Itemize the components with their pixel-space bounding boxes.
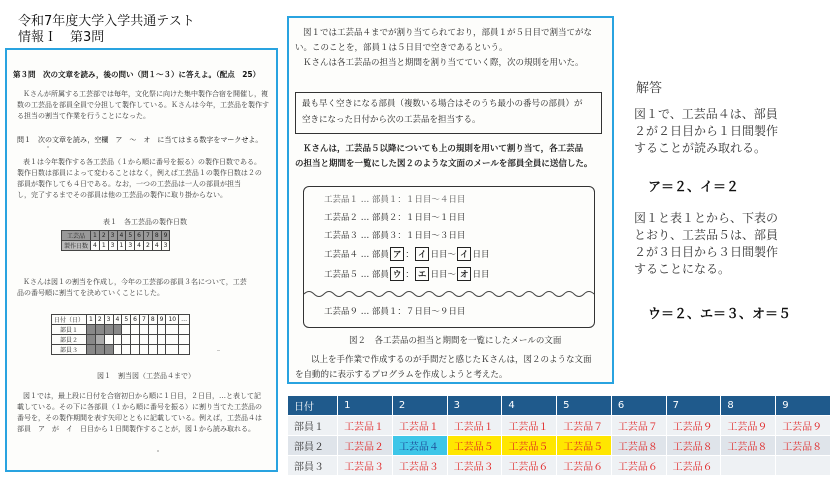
body-line: 図１では工芸品４までが割り当てられており，部員１が５日目で割当てがな <box>303 28 593 38</box>
table-cell: 工芸品１ <box>338 416 393 436</box>
scan-noise <box>47 146 49 148</box>
table-cell: 4 <box>152 241 161 251</box>
table-cell <box>131 325 140 335</box>
table-cell: 5 <box>122 315 131 325</box>
body-line: 以上を手作業で作成するのが手間だと感じたＫさんは，図２のような文面 <box>311 355 592 365</box>
table-cell: 2 <box>143 241 152 251</box>
mail-text: 工芸品４ … 部員 <box>324 250 389 260</box>
table-cell: 3 <box>108 241 117 251</box>
exam-subtitle: 情報Ｉ 第3問 <box>18 30 105 45</box>
body-line: 図１では，最上段に日付を合宿初日から順に１日目，２日目，…と表して記 <box>23 392 261 400</box>
blank-b: イ <box>457 247 472 261</box>
question-1: 問１ 次の文章を読み，空欄 ア ～ オ に当てはまる数字をマークせよ。 <box>17 136 263 144</box>
table-cell: … <box>179 315 190 325</box>
table-cell: 4 <box>117 231 126 241</box>
table-cell <box>122 325 131 335</box>
table-cell: 1 <box>87 315 96 325</box>
intro-line: Ｋさんが所属する工芸部では毎年，文化祭に向けた集中製作合宿を開催し，複 <box>23 90 268 98</box>
table-cell: 3 <box>161 241 170 251</box>
table-row <box>52 315 190 325</box>
table-cell: 7 <box>139 315 148 325</box>
table-cell <box>87 335 96 345</box>
body-line: Ｋさんは各工芸品の担当と期間を割り当てていく際，次の規則を用いた。 <box>303 58 584 68</box>
column-header: 5 <box>557 396 612 416</box>
column-header: 9 <box>776 396 831 416</box>
table-row <box>288 436 831 456</box>
table-cell <box>113 335 122 345</box>
body-line: 部員 ア が イ 日目から１日間製作することが，図１から読み取れる。 <box>17 425 255 433</box>
table-cell <box>166 345 179 355</box>
answer-value: ウ＝２、エ＝３、オ＝５ <box>648 307 792 322</box>
omission-wave <box>304 289 594 299</box>
table-cell <box>113 345 122 355</box>
exam-title: 令和7年度大学入学共通テスト <box>18 14 195 29</box>
table-cell <box>139 335 148 345</box>
table-cell <box>104 345 113 355</box>
table-cell <box>122 335 131 345</box>
body-line: 載している。その下に各部員（１から順に番号を振る）に割り当てた工芸品の <box>17 403 262 411</box>
craft-days-table <box>61 230 170 251</box>
answer-title: 解答 <box>636 81 663 96</box>
blank-d: エ <box>415 267 430 281</box>
row-label: 部員１ <box>288 416 338 436</box>
answer-value: ア＝２、イ＝２ <box>648 180 740 195</box>
table-row <box>52 345 190 355</box>
body-line: 番号を，その製作期間を表す矢印とともに記載している。例えば，工芸品４は <box>17 414 262 422</box>
table-cell <box>87 345 96 355</box>
column-header: 4 <box>502 396 557 416</box>
table-row <box>288 416 831 436</box>
table-cell <box>95 335 104 345</box>
table-row <box>52 335 190 345</box>
table-cell <box>166 335 179 345</box>
table-cell: 工芸品３ <box>392 456 447 476</box>
scan-noise <box>217 350 220 351</box>
schedule-table <box>287 395 831 476</box>
table-cell-highlight: 工芸品５ <box>502 436 557 456</box>
table-cell: 日付（日） <box>52 315 87 325</box>
table-cell: 工芸品６ <box>666 456 721 476</box>
mail-box <box>303 186 595 328</box>
table-cell <box>157 335 166 345</box>
table-cell <box>148 335 157 345</box>
mail-text: ： <box>405 270 414 280</box>
table-cell: 工芸品１ <box>502 416 557 436</box>
table-cell: 工芸品１ <box>447 416 502 436</box>
table-cell: 工芸品３ <box>338 456 393 476</box>
table-cell: 工芸品８ <box>666 436 721 456</box>
table-cell: 工芸品８ <box>721 436 776 456</box>
answer-line: することが読み取れる。 <box>634 141 767 155</box>
table-cell <box>179 325 190 335</box>
table-cell: 部員１ <box>52 325 87 335</box>
mail-text: 日目～ <box>430 270 456 280</box>
table-cell: 2 <box>95 315 104 325</box>
answer-line: ２が３日目から３日間製作 <box>634 245 779 259</box>
body-line: 製作日数は部員によって変わることはなく，例えば工芸品１の製作日数は２の <box>17 169 262 177</box>
table-cell: 工芸品９ <box>666 416 721 436</box>
table-cell-highlight: 工芸品４ <box>392 436 447 456</box>
figure-caption: 図１ 割当図（工芸品４まで） <box>97 372 195 380</box>
table-cell: 工芸品８ <box>776 436 831 456</box>
mail-text: 工芸品５ … 部員 <box>324 270 389 280</box>
table-cell: 工芸品７ <box>611 416 666 436</box>
table-cell: 6 <box>131 315 140 325</box>
table-cell: 9 <box>161 231 170 241</box>
table-cell: 工芸品３ <box>447 456 502 476</box>
table-cell <box>139 325 148 335</box>
table-cell: 9 <box>157 315 166 325</box>
table-cell <box>166 325 179 335</box>
table-cell: 10 <box>166 315 179 325</box>
table-row <box>52 325 190 335</box>
mail-line: 工芸品３ … 部員３：１日目～３日目 <box>324 231 466 241</box>
table-cell: 部員２ <box>52 335 87 345</box>
table-cell: 8 <box>152 231 161 241</box>
mail-line: 工芸品９ … 部員１：７日目～９日目 <box>324 307 466 317</box>
table-cell: 工芸品８ <box>611 436 666 456</box>
table-cell: 4 <box>91 241 100 251</box>
table-cell: 3 <box>108 231 117 241</box>
body-line: 表１は今年製作する各工芸品（１から順に番号を振る）の製作日数である。 <box>23 158 261 166</box>
table-cell: 5 <box>126 231 135 241</box>
answer-explanation-2 <box>634 210 826 278</box>
table-cell-highlight: 工芸品５ <box>557 436 612 456</box>
answer-line: ２が２日目から１日間製作 <box>634 124 779 138</box>
answer-line: することになる。 <box>634 262 731 276</box>
table-cell <box>131 335 140 345</box>
answer-line: 図１と表１とから、下表の <box>634 211 779 225</box>
column-header: 日付 <box>288 396 338 416</box>
body-line: を自動的に表示するプログラムを作成しようと考えた。 <box>295 370 508 380</box>
table-cell: 工芸品６ <box>557 456 612 476</box>
mail-text: 日目 <box>472 270 490 280</box>
blank-c: ウ <box>390 267 405 281</box>
table-cell: 工芸品 <box>62 231 91 241</box>
table-cell: 4 <box>113 315 122 325</box>
intro-line: る担当の割当て作業を行うことになった。 <box>17 112 150 120</box>
table-cell: 3 <box>126 241 135 251</box>
table-cell <box>721 456 776 476</box>
mail-line: 工芸品２ … 部員２：１日目～１日目 <box>324 213 466 223</box>
answer-line: とおり、工芸品５は、部員 <box>634 228 779 242</box>
answer-line: 図１で、工芸品４は、部員 <box>634 107 778 121</box>
table-cell: 工芸品６ <box>502 456 557 476</box>
table-cell <box>104 335 113 345</box>
table-cell <box>148 345 157 355</box>
table-cell: 工芸品１ <box>392 416 447 436</box>
table-cell: 工芸品９ <box>721 416 776 436</box>
table-cell: 1 <box>99 241 108 251</box>
table-cell <box>104 325 113 335</box>
assignment-figure <box>51 314 190 355</box>
table-cell: 6 <box>135 231 144 241</box>
table-cell: 工芸品６ <box>611 456 666 476</box>
column-header: 3 <box>447 396 502 416</box>
table-cell <box>157 345 166 355</box>
body-line: 部員が製作しても４日である。なお，一つの工芸品は一人の部員が担当 <box>17 180 241 188</box>
table-cell: 工芸品９ <box>776 416 831 436</box>
body-line: い。このことを，部員１は５日目で空きであるという。 <box>295 43 508 53</box>
table-cell: 1 <box>117 241 126 251</box>
scan-page-right <box>287 16 614 384</box>
table-cell <box>157 325 166 335</box>
row-label: 部員３ <box>288 456 338 476</box>
column-header: 8 <box>721 396 776 416</box>
mail-text: 日目～ <box>430 250 456 260</box>
rule-line: 最も早く空きになる部員（複数いる場合はそのうち最小の番号の部員）が <box>302 99 583 109</box>
blank-e: オ <box>457 267 472 281</box>
exam-header <box>18 14 195 46</box>
table-header-row <box>288 396 831 416</box>
rule-box <box>295 92 602 134</box>
table-cell <box>87 325 96 335</box>
figure-caption: 図２ 各工芸品の担当と期間を一覧にしたメールの文面 <box>349 336 562 346</box>
table-cell <box>148 325 157 335</box>
column-header: 6 <box>611 396 666 416</box>
table-cell <box>139 345 148 355</box>
table-cell: 3 <box>104 315 113 325</box>
table-cell <box>179 345 190 355</box>
table-cell: 工芸品７ <box>557 416 612 436</box>
row-label: 部員２ <box>288 436 338 456</box>
body-line: Ｋさんは図１の割当を作成し，今年の工芸部の部員３名について，工芸 <box>23 278 247 286</box>
table-cell: 2 <box>99 231 108 241</box>
blank-a: ア <box>390 247 405 261</box>
table-row <box>62 241 170 251</box>
intro-line: 数の工芸品を部員全員で分担して製作している。Ｋさんは今年，工芸品を製作す <box>17 101 269 109</box>
table-cell <box>122 345 131 355</box>
rule-line: 空きになった日付から次の工芸品を担当する。 <box>302 115 481 125</box>
table-cell <box>113 325 122 335</box>
question-heading: 第３問 次の文章を読み，後の問い（問１～３）に答えよ。（配点 25） <box>13 70 261 79</box>
mail-line: 工芸品１ … 部員１：１日目～４日目 <box>324 195 466 205</box>
table-cell: 7 <box>143 231 152 241</box>
body-line: Ｋさんは，工芸品５以降についても上の規則を用いて割り当て，各工芸品 <box>303 144 584 154</box>
table-cell <box>131 345 140 355</box>
mail-line-4 <box>324 247 490 261</box>
table-cell <box>95 345 104 355</box>
answer-explanation-1 <box>634 106 826 157</box>
table-cell <box>776 456 831 476</box>
answer-1 <box>648 179 739 196</box>
scan-page-left <box>5 48 278 472</box>
mail-text: 日目 <box>472 250 490 260</box>
table-cell: 1 <box>91 231 100 241</box>
mail-line-5 <box>324 267 490 281</box>
table-cell <box>95 325 104 335</box>
table-cell <box>179 335 190 345</box>
column-header: 2 <box>392 396 447 416</box>
body-line: し，完了するまでその部員は他の工芸品の製作に取り掛からない。 <box>17 191 227 199</box>
answer-2 <box>648 306 791 323</box>
blank-b: イ <box>415 247 430 261</box>
table-cell-highlight: 工芸品５ <box>447 436 502 456</box>
mail-text: ： <box>405 250 414 260</box>
table-cell: 4 <box>135 241 144 251</box>
body-line: の担当と期間を一覧にした図２のような文面のメールを部員全員に送信した。 <box>295 159 593 169</box>
column-header: 7 <box>666 396 721 416</box>
table-row <box>62 231 170 241</box>
table-row <box>288 456 831 476</box>
scan-noise <box>157 450 159 452</box>
table-cell: 工芸品２ <box>338 436 393 456</box>
table-cell: 部員３ <box>52 345 87 355</box>
table-caption: 表１ 各工芸品の製作日数 <box>103 218 187 226</box>
column-header: 1 <box>338 396 393 416</box>
body-line: 品の番号順に割当てを決めていくことにした。 <box>17 289 164 297</box>
table-cell: 製作日数 <box>62 241 91 251</box>
table-cell: 8 <box>148 315 157 325</box>
